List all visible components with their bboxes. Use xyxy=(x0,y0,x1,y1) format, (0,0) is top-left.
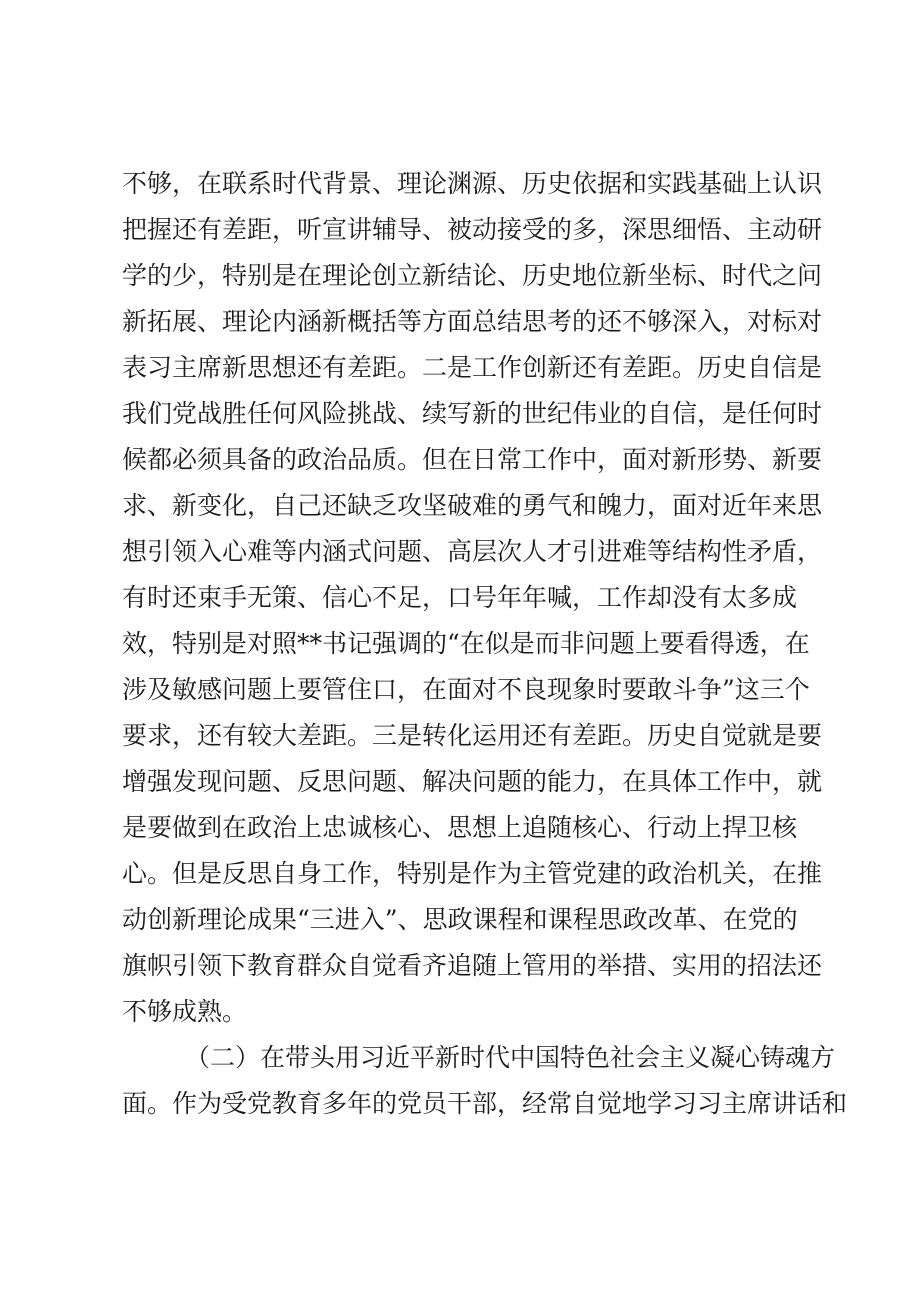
text-line: 效，特别是对照**书记强调的“在似是而非问题上要看得透，在 xyxy=(122,629,810,658)
text-line: 心。但是反思自身工作，特别是作为主管党建的政治机关，在推 xyxy=(122,859,823,888)
text-line: 表习主席新思想还有差距。二是工作创新还有差距。历史自信是 xyxy=(122,353,823,382)
text-line: 不够成熟。 xyxy=(122,997,248,1026)
text-line: 要求，还有较大差距。三是转化运用还有差距。历史自觉就是要 xyxy=(122,721,823,750)
text-line: 不够，在联系时代背景、理论渊源、历史依据和实践基础上认识 xyxy=(122,169,823,198)
text-line: 学的少，特别是在理论创立新结论、历史地位新坐标、时代之问 xyxy=(122,261,823,290)
text-line: 旗帜引领下教育群众自觉看齐追随上管用的举措、实用的招法还 xyxy=(122,951,823,980)
text-line: 候都必须具备的政治品质。但在日常工作中，面对新形势、新要 xyxy=(122,445,823,474)
text-line: 动创新理论成果“三进入”、思政课程和课程思政改革、在党的 xyxy=(122,905,798,934)
section-heading-line: （二）在带头用习近平新时代中国特色社会主义凝心铸魂方 xyxy=(185,1043,836,1072)
text-line: 新拓展、理论内涵新概括等方面总结思考的还不够深入，对标对 xyxy=(122,307,823,336)
text-line: 是要做到在政治上忠诚核心、思想上追随核心、行动上捍卫核 xyxy=(122,813,798,842)
text-line: 有时还束手无策、信心不足，口号年年喊，工作却没有太多成 xyxy=(122,583,798,612)
text-line: 涉及敏感问题上要管住口，在面对不良现象时要敢斗争”这三个 xyxy=(122,675,810,704)
text-line: 面。作为受党教育多年的党员干部，经常自觉地学习习主席讲话和 xyxy=(122,1089,848,1118)
text-line: 把握还有差距，听宣讲辅导、被动接受的多，深思细悟、主动研 xyxy=(122,215,823,244)
text-line: 想引领入心难等内涵式问题、高层次人才引进难等结构性矛盾， xyxy=(122,537,823,566)
text-line: 求、新变化，自己还缺乏攻坚破难的勇气和魄力，面对近年来思 xyxy=(122,491,823,520)
text-line: 我们党战胜任何风险挑战、续写新的世纪伟业的自信，是任何时 xyxy=(122,399,823,428)
text-line: 增强发现问题、反思问题、解决问题的能力，在具体工作中，就 xyxy=(122,767,823,796)
